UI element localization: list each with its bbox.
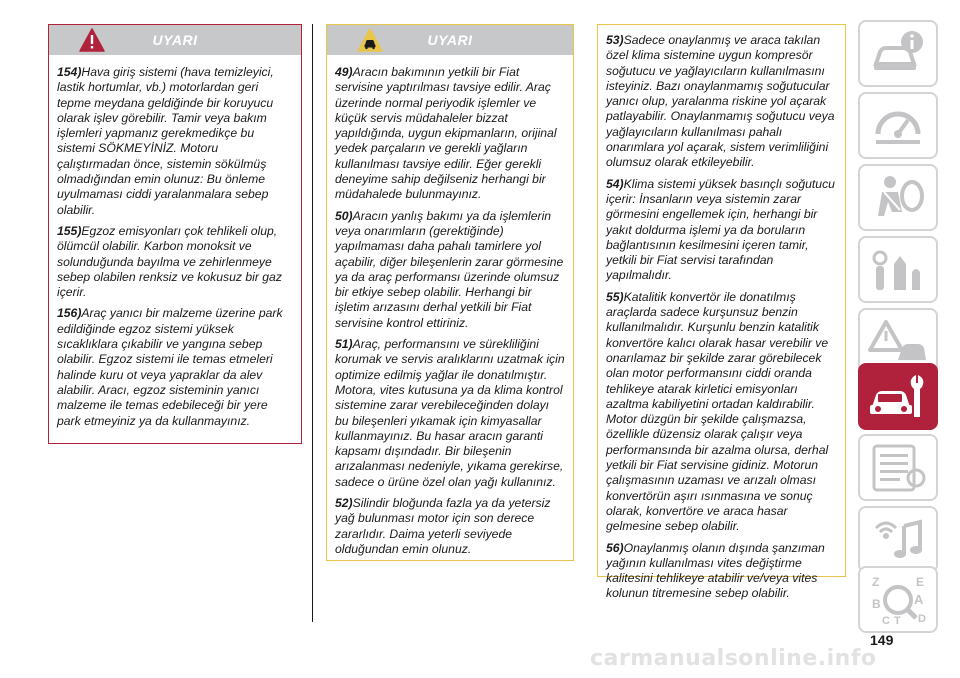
warning-box-3 — [597, 24, 846, 601]
column-divider-1 — [312, 24, 313, 622]
dashboard-gauge-icon — [868, 100, 928, 152]
tab-car-info[interactable] — [858, 20, 938, 87]
warning-header-1 — [49, 25, 301, 55]
tab-dashboard[interactable] — [858, 92, 938, 159]
note-50: 50)Aracın yanlış bakımı ya da işlemlerin veya onarımların (gerektiğinde) yapılmaması daha pahalı tamirlere yol açabilir, diğer bileşenlerin zarar görmesine ya da araç performansı üzerinde olumsuz bir etkiye sebep olabilir. Herhangi bir işletim arızasını derhal yetkili bir Fiat servisine kontrol ettiriniz. — [335, 208, 564, 330]
svg-text:C: C — [882, 615, 890, 626]
note-156: 156)Araç yanıcı bir malzeme üzerine park edildiğinde egzoz sistemi yüksek sıcaklıklara çıkabilir ve yangına sebep olabilir. Egzoz sistemi ile temas etmeleri halinde kuru ot veya yapraklar da alev alabilir. Aracı, egzoz sisteminin yanıcı malzeme ile temas edebileceği bir yere park etmeyiniz ya da kullanmayınız. — [57, 306, 283, 428]
tab-maintenance[interactable] — [858, 363, 938, 430]
note-55: 55)Katalitik konvertör ile donatılmış araçlarda sadece kurşunsuz benzin kullanılmalıdır. Kurşunlu benzin katalitik konvertöre kalıcı olarak hasar verebilir ve onarılamaz bir şekilde zarar görebilecek olan motor performansını ciddi oranda tehlikeye atarak kirletici emisyonları azaltma kabiliyetini ortadan kaldırabilir. Motor düzgün bir şekilde çalışmazsa, özellikle düzensiz olarak çalışır veya performansında bir azalma olursa, derhal yetkili bir Fiat servisine gidiniz. Motorun çalışmasının uzaması ve arızalı olması konvertörün aşırı ısınmasına ve sonuç olarak, konvertöre ve araca hasar gelmesine sebep olabilir. — [606, 289, 829, 534]
note-49: 49)Aracın bakımının yetkili bir Fiat servisine yaptırılması tavsiye edilir. Araç üzerinde normal periyodik işlemler ve küçük servis müdahaleler bizzat yapıldığında, uygun ekipmanların, orijinal yedek parçaların ve gerekli yağların kullanılması tavsiye edilir. Eğer gerekli deneyime sahip değilseniz herhangi bir müdahalede bulunmayınız. — [335, 65, 557, 202]
svg-text:Z: Z — [872, 575, 880, 589]
key-starting-icon — [868, 244, 928, 296]
svg-text:D: D — [918, 613, 926, 625]
warning-triangle-icon — [79, 28, 105, 52]
svg-text:B: B — [872, 597, 881, 611]
note-54: 54)Klima sistemi yüksek basınçlı soğutucu içerir: İnsanların veya sistemin zarar görmesini engellemek için, herhangi bir yakıt doldurma işlemi ya da boruların bağlantısının kesilmesini içeren tamir, yetkili bir Fiat servisi tarafından yapılmalıdır. — [606, 176, 835, 283]
car-warning-icon — [357, 28, 383, 52]
technical-data-list-icon — [868, 442, 928, 494]
airbag-safety-icon — [868, 172, 928, 224]
svg-text:E: E — [916, 575, 925, 589]
svg-text:T: T — [894, 615, 901, 626]
note-51: 51)Araç, performansını ve sürekliliğini korumak ve servis aralıklarını uzatmak için optimize edilmiş yağlar ile donatılmıştır. Motora, vites kutusuna ya da klima kontrol sistemine zarar verebileceğinden dolayı bu bileşenleri yıkamak için kimyasallar kullanmayınız. Bu hasar aracın garanti kapsamı dışındadır. Bir bileşenin arızalanması nedeniyle, yıkama gerekirse, sadece o ürüne özel olan yağı kullanınız. — [335, 337, 565, 489]
car-maintenance-wrench-icon — [868, 371, 928, 423]
note-56: 56)Onaylanmış olanın dışında şanzıman yağının kullanılması vites değiştirme kalitesini tehlikeye atabilir ve/veya vites kolunun titremesine sebep olabilir. — [606, 540, 825, 601]
warning-title: UYARI — [427, 32, 473, 48]
warning-body-2 — [327, 65, 573, 563]
note-53: 53)Sadece onaylanmış ve araca takılan özel klima sistemine uygun kompresör soğutucu ve yağlayıcıların kullanılmasını isteyiniz. Bazı onaylanmamış soğutucular yanıcı olup, yaralanma riskine yol açarak patlayabilir. Onaylanmamış soğutucu veya yağlayıcıların kullanılması pahalı onarımlara yol açarak, sistem verimliliğini olumsuz olarak etkileyebilir. — [606, 33, 835, 170]
alphabetical-index-icon — [868, 574, 928, 626]
warning-box-2 — [326, 24, 574, 561]
note-52: 52)Silindir bloğunda fazla ya da yetersiz yağ bulunması motor için son derece zararlıdır. Daima yeterli seviyede olduğundan emin olunuz. — [335, 496, 551, 556]
svg-text:A: A — [914, 592, 924, 607]
warning-box-1 — [48, 24, 302, 444]
multimedia-music-icon — [868, 514, 928, 566]
warning-lights-icon — [868, 316, 928, 368]
tab-technical-data[interactable] — [858, 434, 938, 501]
tab-index[interactable] — [858, 566, 938, 633]
car-info-icon — [868, 28, 928, 80]
note-155: 155)Egzoz emisyonları çok tehlikeli olup, ölümcül olabilir. Karbon monoksit ve solunduğunda bayılma ve zehirlenmeye sebep olabilen renksiz ve kokusuz bir gaz içerir. — [57, 223, 282, 300]
page-number: 149 — [870, 632, 894, 648]
watermark: carmanualsonline.info — [590, 646, 877, 671]
tab-multimedia[interactable] — [858, 506, 938, 573]
warning-header-2 — [327, 25, 573, 55]
warning-body-3 — [598, 33, 845, 608]
tab-safety[interactable] — [858, 164, 938, 231]
warning-title: UYARI — [152, 32, 198, 48]
note-154: 154)Hava giriş sistemi (hava temizleyici, lastik hortumlar, vb.) motorlardan geri tepme meydana geldiğinde bir koruyucu olarak işlev görebilir. Tamir veya bakım işlemleri yapmanız gerekmedikçe bu sistemi SÖKMEYİNİZ. Motoru çalıştırmadan önce, sistemin sökülmüş olmadığından emin olunuz: Bu önleme uyulmaması ciddi yaralanmalara sebep olabilir. — [57, 65, 274, 217]
tab-starting[interactable] — [858, 236, 938, 303]
warning-body-1 — [49, 65, 301, 435]
